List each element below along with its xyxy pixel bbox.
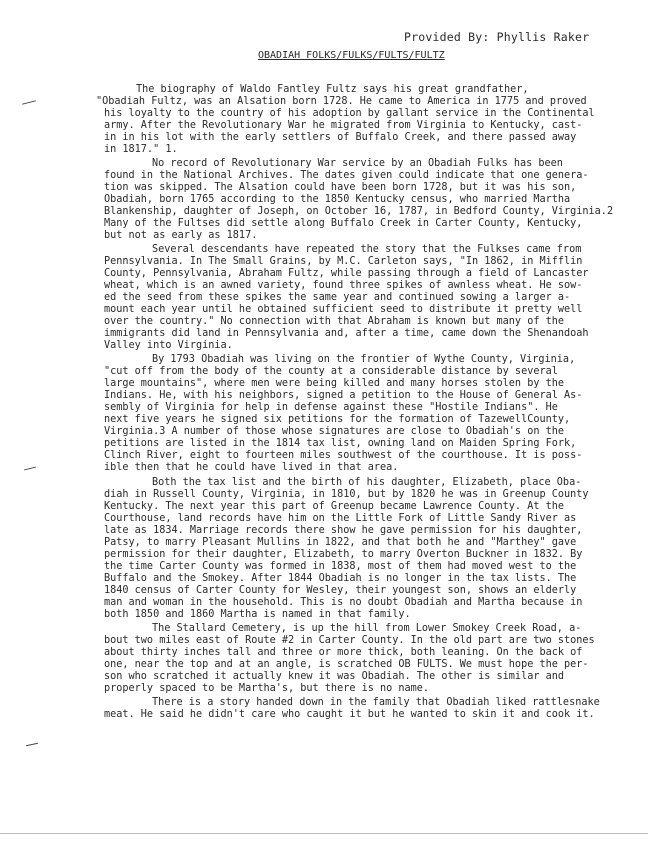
margin-mark (26, 743, 38, 746)
text-line: meat. He said he didn't care who caught it but he wanted to skin it and cook it. (104, 708, 595, 720)
text-line: The Stallard Cemetery, is up the hill from Lower Smokey Creek Road, a- (152, 622, 582, 634)
text-line: man and woman in the household. This is no doubt Obadiah and Martha because in (104, 596, 583, 608)
text-line: son who scratched it actually knew it was Obadiah. The other is similar and (104, 670, 565, 682)
document-body (96, 84, 624, 721)
text-line: sembly of Virginia for help in defense against these "Hostile Indians". He (104, 402, 558, 414)
text-line: large mountains", where men were being killed and many horses stolen by the (104, 378, 565, 390)
text-line: in in his lot with the early settlers of Buffalo Creek, and there passed away (104, 132, 577, 144)
text-line: ed the seed from these spikes the same year and continued sowing a larger a- (104, 292, 571, 304)
text-line: one, near the top and at an angle, is scratched OB FULTS. We must hope the per- (104, 658, 589, 670)
provided-by-line: Provided By: Phyllis Raker (404, 30, 590, 44)
text-line: Patsy, to marry Pleasant Mullins in 1822, and that both he and "Marthey" gave (104, 536, 577, 548)
text-line: Indians. He, with his neighbors, signed a petition to the House of General As- (104, 390, 583, 402)
text-line: Kentucky. The next year this part of Greenup became Lawrence County. At the (104, 500, 565, 512)
text-line: about thirty inches tall and three or more thick, both leaning. On the back of (104, 646, 583, 658)
text-line: both 1850 and 1860 Martha is named in that family. (104, 608, 411, 620)
text-line: his loyalty to the country of his adoption by gallant service in the Continental (104, 108, 595, 120)
text-line: Virginia.3 A number of those whose signatures are close to Obadiah's on the (104, 426, 565, 438)
text-line: "Obadiah Fultz, was an Alsation born 1728. He came to America in 1775 and proved (96, 96, 587, 108)
text-line: tion was skipped. The Alsation could have been born 1728, but it was his son, (104, 182, 577, 194)
text-line: immigrants did land in Pennsylvania and, after a time, came down the Shenandoah (104, 328, 589, 340)
text-line: 1840 census of Carter County for Wesley, their youngest son, shows an elderly (104, 584, 577, 596)
text-line: bout two miles east of Route #2 in Carter County. In the old part are two stones (104, 634, 595, 646)
document-title: OBADIAH FOLKS/FULKS/FULTS/FULTZ (258, 50, 445, 61)
text-line: wheat, which is an awned variety, found three spikes of awnless wheat. He sow- (104, 280, 583, 292)
text-line: in 1817." 1. (104, 144, 178, 156)
text-line: the time Carter County was formed in 1838, most of them had moved west to the (104, 560, 577, 572)
text-line: mount each year until he obtained sufficient seed to distribute it pretty well (104, 304, 583, 316)
text-line: Pennsylvania. In The Small Grains, by M.C. Carleton says, "In 1862, in Mifflin (104, 256, 583, 268)
text-line: There is a story handed down in the family that Obadiah liked rattlesnake (152, 696, 600, 708)
text-line: properly spaced to be Martha's, but there is no name. (104, 682, 430, 694)
text-line: ible then that he could have lived in that area. (104, 462, 399, 474)
text-line: Blankenship, daughter of Joseph, on October 16, 1787, in Bedford County, Virginia.2 (104, 206, 614, 218)
text-line: Clinch River, eight to fourteen miles southwest of the courthouse. It is poss- (104, 450, 583, 462)
text-line: Both the tax list and the birth of his daughter, Elizabeth, place Oba- (152, 476, 582, 488)
text-line: By 1793 Obadiah was living on the frontier of Wythe County, Virginia, (152, 354, 576, 366)
text-line: The biography of Waldo Fantley Fultz says his great grandfather, (136, 84, 529, 95)
text-line: but not as early as 1817. (104, 230, 258, 242)
text-line: No record of Revolutionary War service by an Obadiah Fulks has been (152, 158, 563, 170)
text-line: Several descendants have repeated the story that the Fulkses came from (152, 244, 582, 256)
text-line: permission for their daughter, Elizabeth, to marry Overton Buckner in 1832. By (104, 548, 583, 560)
page-bottom-rule (0, 833, 648, 834)
text-line: Buffalo and the Smokey. After 1844 Obadiah is no longer in the tax lists. The (104, 572, 577, 584)
margin-mark (24, 467, 36, 471)
text-line: diah in Russell County, Virginia, in 1810, but by 1820 he was in Greenup County (104, 488, 589, 500)
text-line: next five years he signed six petitions for the formation of TazewellCounty, (104, 414, 571, 426)
text-line: Courthouse, land records have him on the Little Fork of Little Sandy River as (104, 512, 577, 524)
text-line: over the country." No connection with that Abraham is known but many of the (104, 316, 565, 328)
text-line: Obadiah, born 1765 according to the 1850 Kentucky census, who married Martha (104, 194, 571, 206)
text-line: Valley into Virginia. (104, 340, 233, 352)
text-line: army. After the Revolutionary War he migrated from Virginia to Kentucky, cast- (104, 120, 583, 132)
text-line: found in the National Archives. The dates given could indicate that one genera- (104, 170, 589, 182)
text-line: "cut off from the body of the county at a considerable distance by several (104, 366, 558, 378)
text-line: petitions are listed in the 1814 tax list, owning land on Maiden Spring Fork, (104, 438, 577, 450)
margin-mark (22, 100, 36, 104)
text-line: County, Pennsylvania, Abraham Fultz, while passing through a field of Lancaster (104, 268, 589, 280)
text-line: Many of the Fultses did settle along Buffalo Creek in Carter County, Kentucky, (104, 218, 583, 230)
text-line: late as 1834. Marriage records there show he gave permission for his daughter, (104, 524, 583, 536)
